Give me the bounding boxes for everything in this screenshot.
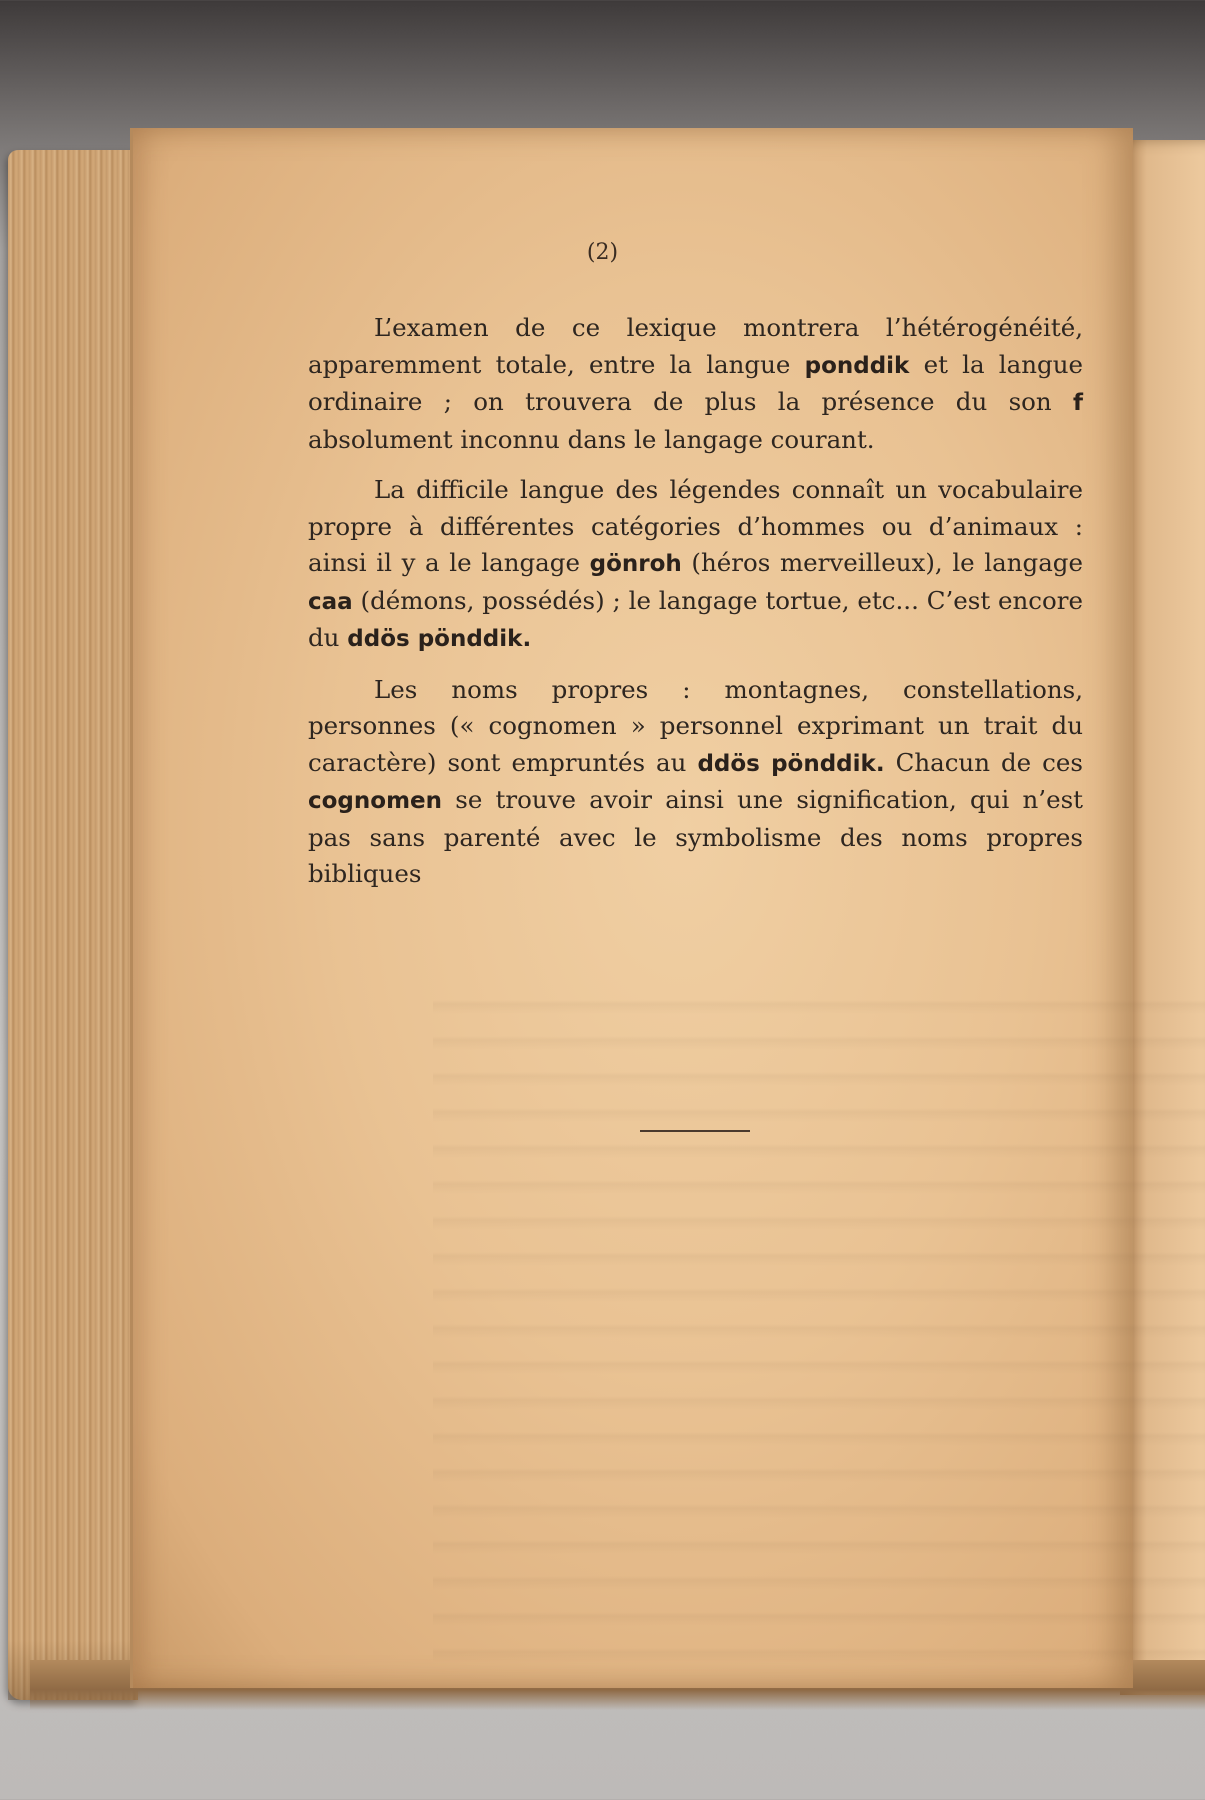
text-run: (héros merveilleux), le langage: [681, 548, 1083, 577]
term-f: f: [1072, 390, 1083, 416]
text-run: La difficile langue des légendes connaît un vocabulaire propre à différentes catégories d’hommes ou d’animaux : ainsi il y a le langage: [308, 475, 1083, 577]
text-run: (démons, possédés) ; le langage tortue, etc... C’est encore du: [308, 585, 1083, 652]
paragraph-1: [308, 310, 1083, 458]
text-run: absolument inconnu dans le langage courant.: [308, 424, 875, 454]
show-through-text: [433, 978, 1205, 1678]
term-ponddik: ponddik: [804, 352, 910, 379]
page-text: [308, 310, 1083, 907]
term-cognomen: cognomen: [308, 788, 443, 814]
paragraph-3: [308, 672, 1083, 893]
paragraph-2: [308, 472, 1083, 658]
section-divider-rule: [640, 1130, 750, 1132]
text-run: se trouve avoir ainsi une signification, qui n’est pas sans parenté avec le symbolisme des noms propres bibliques: [308, 785, 1083, 888]
text-run: et la langue ordinaire ; on trouvera de plus la présence du son: [308, 349, 1083, 416]
term-caa: caa: [308, 588, 353, 615]
term-gonroh: gönroh: [589, 551, 682, 577]
page-stack-edges: [8, 150, 138, 1700]
page-number: (2): [586, 240, 619, 265]
term-ddos-ponddik: ddös pönddik.: [347, 626, 532, 652]
text-run: Les noms propres : montagnes, constellations, personnes (« cognomen » personnel exprimant un trait du caractère) sont empruntés au: [308, 674, 1083, 777]
text-run: L’examen de ce lexique montrera l’hétérogénéité, apparemment totale, entre la langue: [308, 313, 1083, 379]
term-ddos-ponddik: ddös pönddik.: [697, 750, 885, 777]
text-run: Chacun de ces: [884, 747, 1083, 777]
